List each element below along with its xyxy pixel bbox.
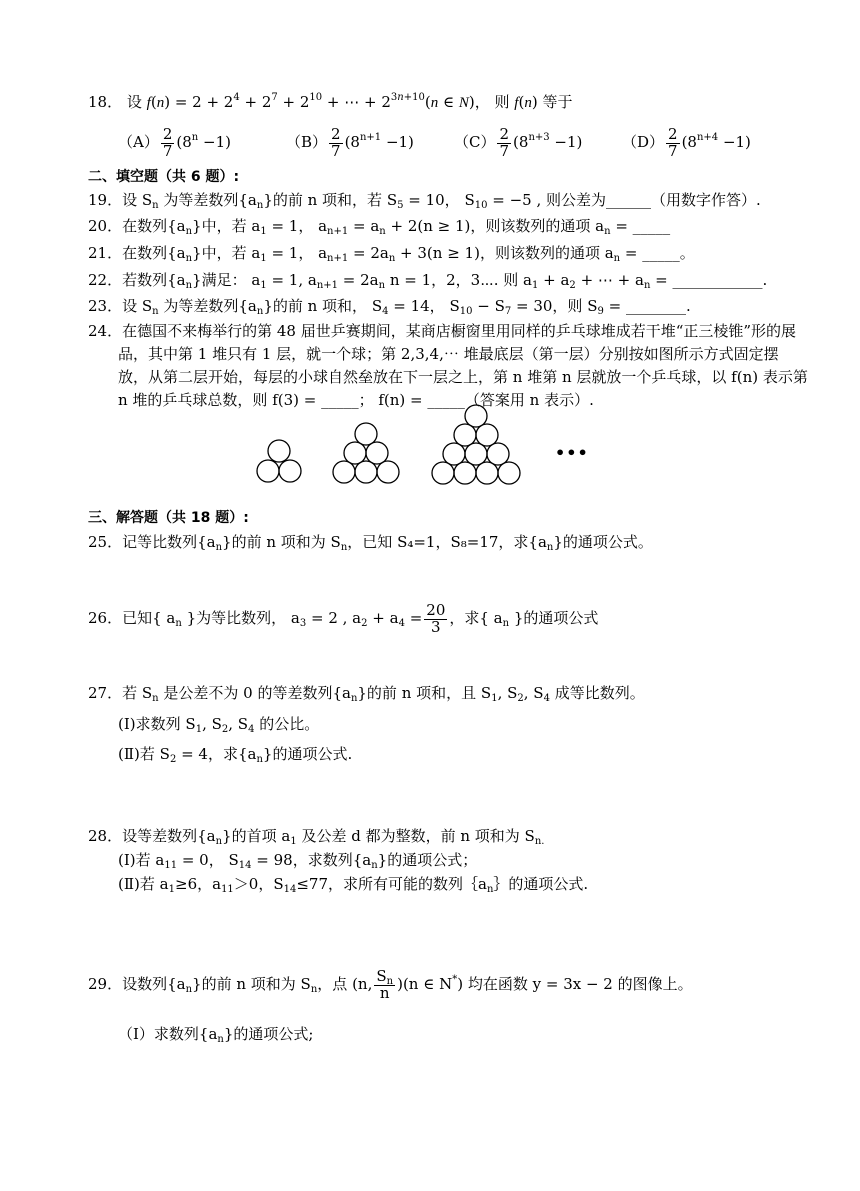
question-27-part-1: (Ⅰ)求数列 $S_1$, $S_2$, $S_4$ 的公比。 (118, 715, 320, 735)
question-28: 28．设等差数列$\{a_n\}$的首项 $a_1$ 及公差 d 都为整数，前 n 项和为 $S_{n.}$ (88, 827, 545, 847)
pyramid-pile-4 (420, 398, 550, 498)
question-26: 26．已知{ $a_n$ }为等比数列， $a_3 = 2$ , $a_2 + a_4$ = $\frac{20}{3}$ ，求{ $a_n$ }的通项公式 (88, 600, 599, 636)
question-29: 29．设数列$\{a_n\}$的前 n 项和为 $S_n$，点 (n, $\frac{S_n}{n}$ )(n ∈ N*) 均在函数 y = 3x − 2 的图像上。 (88, 966, 693, 1002)
question-18-options (118, 122, 800, 162)
option-a: （A） $\frac{2}{7}$ $(8^n -1)$ (118, 124, 231, 160)
question-22: 22．若数列$\{a_n\}$满足： $a_1 = 1$, $a_{n+1} = 2a_n$ n = 1，2，3⋯. 则 $a_1 + a_2$ + ⋯ + $a_n$ = ____________. (88, 271, 768, 291)
question-29-part-1: （Ⅰ）求数列$\{a_n\}$的通项公式; (118, 1025, 314, 1045)
option-b: （B） $\frac{2}{7}$ $(8^{n+1} -1)$ (286, 124, 414, 160)
question-21: 21．在数列$\{a_n\}$中，若 $a_1 = 1$， $a_{n+1} = 2a_n + 3(n \ge 1)$，则该数列的通项 $a_n$ = _____。 (88, 244, 695, 264)
option-c: （C） $\frac{2}{7}$ $(8^{n+3} -1)$ (454, 124, 583, 160)
question-25: 25．记等比数列$\{a_n\}$的前 n 项和为 $S_n$，已知 S₄=1，S₈=17，求$\{a_n\}$的通项公式。 (88, 533, 653, 553)
question-23: 23．设 $S_n$ 为等差数列$\{a_n\}$的前 n 项和， $S_4 = 14$， $S_{10} - S_7 = 30$，则 $S_9$ = ________. (88, 297, 691, 317)
section-heading-fill-in: 二、填空题（共 6 题）: (88, 169, 240, 185)
question-27: 27．若 $S_n$ 是公差不为 0 的等差数列$\{a_n\}$的前 n 项和，且 $S_1$, $S_2$, $S_4$ 成等比数列。 (88, 684, 645, 704)
question-18: 18． 设 $f(n) = 2 + 2^4 + 2^7 + 2^{10}$ + ⋯ + $2^{3n+10}(n$ ∈ N)， 则 f(n) 等于 (88, 92, 573, 111)
question-24: 24．在德国不来梅举行的第 48 届世乒赛期间，某商店橱窗里用同样的乒乓球堆成若干堆“正三棱锥”形的展品，其中第 1 堆只有 1 层，就一个球；第 2,3,4,⋯ 堆最底层（第一层）分别按如图所示方式固定摆放，从第二层开始，每层的小球自然垒放在下一层之上，第 n 堆第 n 层就放一个乒乓球，以 f(n) 表示第 n 堆的乒乓球总数，则 f(3) = _____； f(n) = _____（答案用 n 表示）. (88, 322, 808, 409)
question-27-part-2: (Ⅱ)若 $S_2 = 4$，求$\{a_n\}$的通项公式. (118, 745, 353, 765)
section-heading-solutions: 三、解答题（共 18 题）: (88, 510, 249, 526)
question-20: 20．在数列$\{a_n\}$中，若 $a_1 = 1$， $a_{n+1} = a_n + 2(n \ge 1)$，则该数列的通项 $a_n$ = _____ (88, 217, 671, 237)
ellipsis-more-piles: ••• (555, 443, 589, 462)
option-d: （D） $\frac{2}{7}$ $(8^{n+4} -1)$ (622, 124, 751, 160)
question-28-part-2: (Ⅱ)若 $a_1\ge 6$，$a_{11}>0$，$S_{14}\le 77$，求所有可能的数列$\{a_n\}$的通项公式. (118, 875, 589, 895)
question-28-part-1: (Ⅰ)若 $a_{11} = 0$， $S_{14} = 98$，求数列$\{a_n\}$的通项公式； (118, 851, 478, 871)
question-number: 18． (88, 93, 123, 111)
question-19: 19．设 $S_n$ 为等差数列$\{a_n\}$的前 n 项和，若 $S_5 = 10$， $S_{10} = -5$ , 则公差为______（用数字作答）. (88, 191, 761, 211)
